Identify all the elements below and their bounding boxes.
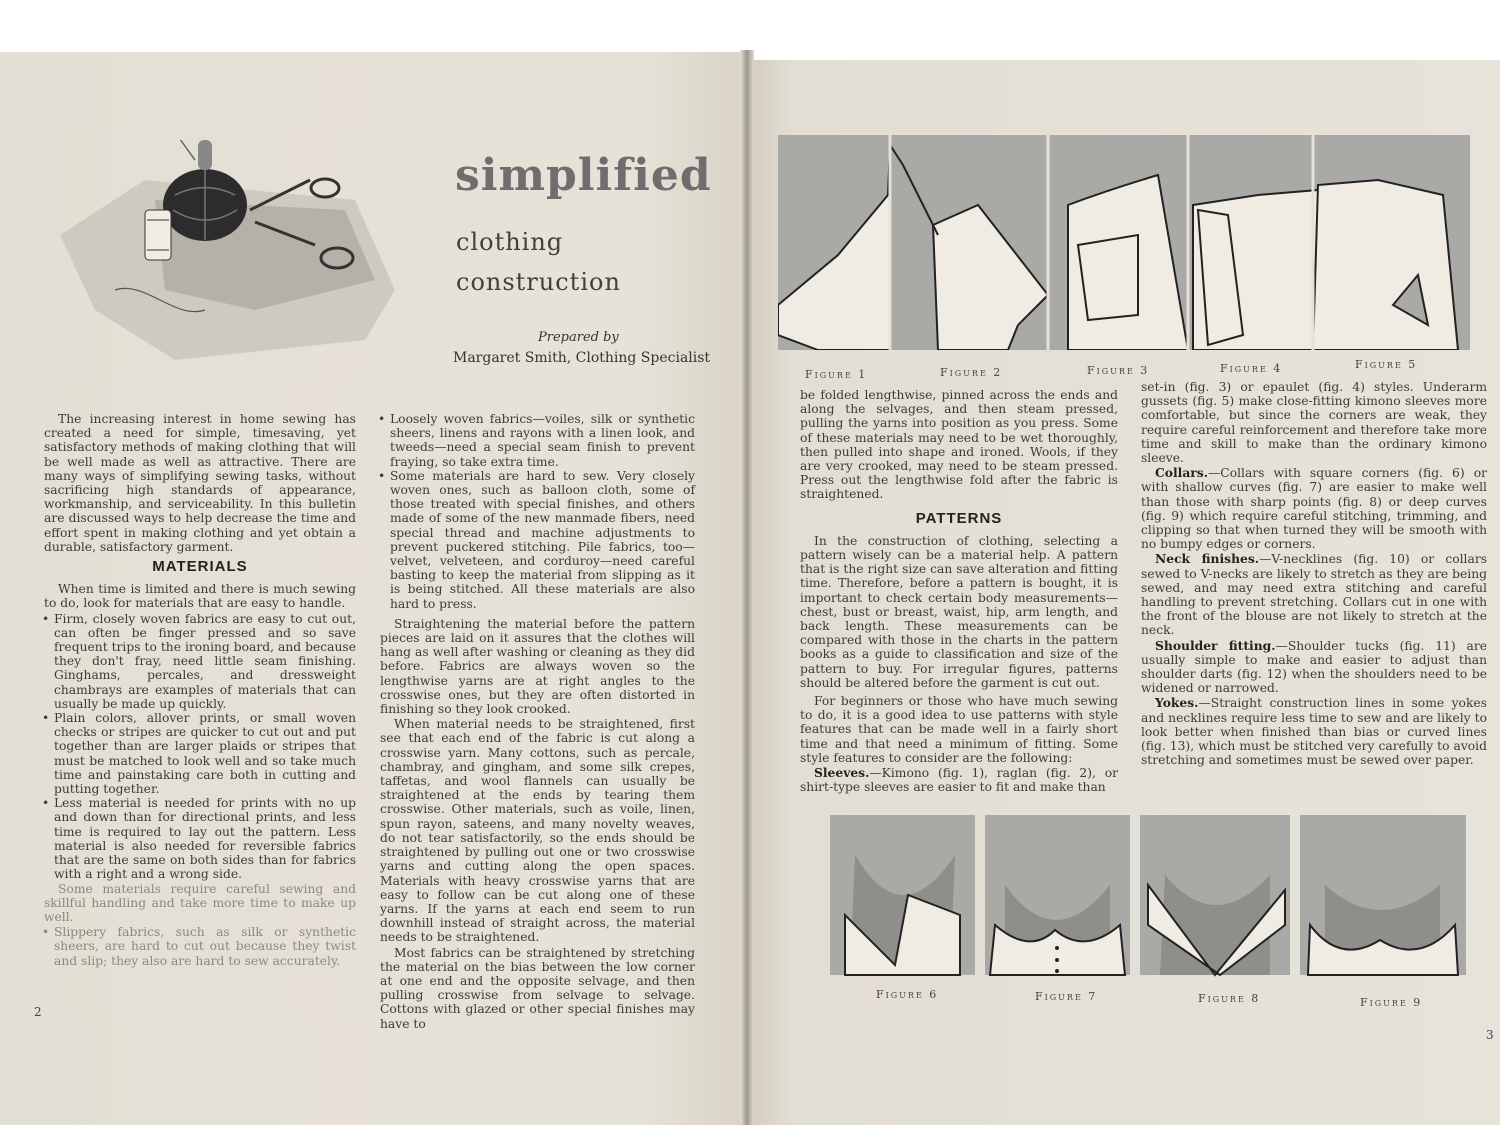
intro-paragraph: The increasing interest in home sewing has created a need for simple, timesaving, yet satisfactory methods of making clothing that will be well made as well as attractive. There are many ways of simplifying sewing tasks, without sacrificing high standards of appearance, workmanship, and serviceability. In this bulletin are discussed ways to help decrease the time and effort spent in making clothing and yet obtain a durable, satisfactory garment. — [44, 412, 356, 554]
figure-1-caption: Figure 1 — [805, 368, 868, 381]
materials-paragraph-2: Some materials require careful sewing and skillful handling and take more time to make up well. — [44, 881, 356, 924]
right-column-1 — [800, 388, 1118, 795]
sleeves-text: —Kimono (fig. 1), raglan (fig. 2), or shirt-type sleeves are easier to fit and make than — [800, 766, 1118, 795]
page-number-right: 3 — [1486, 1028, 1494, 1042]
page-number-left: 2 — [34, 1005, 42, 1019]
straightening-paragraph: When material needs to be straightened, first see that each end of the fabric is cut along a crosswise yarn. Many cottons, such as percale, chambray, and gingham, and some silk crepes, taffetas, and wool flannels can usually be straightened at the ends by tearing them crosswise. Other materials, such as voile, linen, spun rayon, sateens, and many novelty weaves, do not tear satisfactorily, so the ends should be straightened by pulling out one or two crosswise yarns and cutting along the open spaces. Materials with heavy crosswise yarns that are easy to follow can be cut along one of these yarns. If the yarns at each end seem to run downhill instead of straight across, the material needs to be straightened. — [380, 717, 695, 945]
sleeve-figures-illustration — [778, 135, 1470, 350]
straightening-paragraph: Most fabrics can be straightened by stretching the material on the bias between the low corner at one end and the opposite selvage, and then pulling crosswise from selvage to selvage. Cottons with glazed or other special finishes may have to — [380, 945, 695, 1031]
sewing-illustration-icon — [55, 140, 435, 370]
list-item: • Some materials are hard to sew. Very closely woven ones, such as balloon cloth, some of those treated with special finishes, and others made of some of the new manmade fibers, need special thread and machine adjustments to prevent puckered stitching. Pile fabrics, too—velvet, velveteen, and corduroy—need careful basting to keep the material from slipping as it is being stitched. All these materials are also hard to press. — [380, 469, 695, 611]
right-column-2 — [1141, 380, 1487, 768]
author-credit: Margaret Smith, Clothing Specialist — [453, 350, 711, 366]
figure-6-square-collar — [830, 815, 975, 975]
prepared-by-label: Prepared by — [538, 330, 619, 345]
bulletin-subtitle-line1: clothing — [456, 228, 564, 256]
list-item: • Loosely woven fabrics—voiles, silk or synthetic sheers, linens and rayons with a linen look, and tweeds—need a special seam finish to prevent fraying, so take extra time. — [380, 412, 695, 469]
figure-2-caption: Figure 2 — [940, 366, 1003, 379]
figure-8-caption: Figure 8 — [1198, 992, 1261, 1005]
patterns-paragraph: In the construction of clothing, selecting a pattern wisely can be a material help. A pattern that is the right size can save alteration and fitting time. Therefore, before a pattern is bought, it is important to check certain body measurements—chest, bust or breast, waist, hip, arm length, and back length. These measurements can be compared with those in the charts in the pattern books as a guide to classification and size of the pattern to buy. For irregular figures, patterns should be altered before the garment is cut out. — [800, 533, 1118, 690]
left-column-1 — [44, 412, 356, 968]
figure-5-gusset-sleeve — [1313, 180, 1458, 350]
figure-6-caption: Figure 6 — [876, 988, 939, 1001]
materials-intro: When time is limited and there is much sewing to do, look for materials that are easy to handle. — [44, 582, 356, 611]
neck-finishes-label: Neck finishes. — [1155, 551, 1260, 567]
collars-label: Collars. — [1155, 465, 1208, 481]
shoulder-fitting-text: —Shoulder tucks (fig. 11) are usually simple to make and easier to adjust than shoulder darts (fig. 12) when the shoulders need to be widened or narrowed. — [1141, 638, 1487, 696]
figure-7-caption: Figure 7 — [1035, 990, 1098, 1003]
figure-5-caption: Figure 5 — [1355, 358, 1418, 371]
sleeves-continued: set-in (fig. 3) or epaulet (fig. 4) styles. Underarm gussets (fig. 5) make close-fitting kimono sleeves more comfortable, but since the corners are weak, they require careful reinforcement and therefore take more time and skill to make than the ordinary kimono sleeve. — [1141, 380, 1487, 466]
neck-finishes-text: —V-necklines (fig. 10) or collars sewed to V-necks are likely to stretch as they are being sewed, and may need extra stitching and careful handling to prevent stretching. Collars cut in one with the front of the blouse are not likely to stretch at the neck. — [1141, 552, 1488, 638]
list-item: • Less material is needed for prints with no up and down than for directional prints, and less time is required to lay out the pattern. Less material is also needed for reversible fabrics that are the same on both sides than for fabrics with a right and a wrong side. — [44, 796, 356, 881]
bulletin-subtitle-line2: construction — [456, 268, 621, 296]
yokes-text: —Straight construction lines in some yokes and necklines require less time to sew and are likely to look better when finished than bias or curved lines (fig. 13), which must be stitched very carefully to avoid stretching and sometimes must be sewed over paper. — [1141, 696, 1487, 768]
sleeves-label: Sleeves. — [814, 765, 870, 781]
figure-3-caption: Figure 3 — [1087, 364, 1150, 377]
figure-4-epaulet-sleeve — [1193, 190, 1318, 350]
list-item: • Firm, closely woven fabrics are easy to cut out, can often be finger pressed and so save frequent trips to the ironing board, and because they don't fray, need little seam finishing. Ginghams, percales, and dressweight chambrays are examples of materials that can usually be made up quickly. — [44, 612, 356, 711]
bulletin-title: simplified — [455, 150, 712, 201]
figure-4-caption: Figure 4 — [1220, 362, 1283, 375]
figure-7-round-collar — [985, 815, 1130, 975]
left-column-2 — [380, 412, 695, 1032]
figure-9-caption: Figure 9 — [1360, 996, 1423, 1009]
list-item: • Plain colors, allover prints, or small woven checks or stripes are quicker to cut out and put together than are larger plaids or stripes that must be matched to look well and so take much time and painstaking care both in cutting and putting together. — [44, 711, 356, 796]
materials-heading: MATERIALS — [152, 558, 248, 576]
materials-list-continued — [380, 412, 695, 611]
shoulder-fitting-label: Shoulder fitting. — [1155, 637, 1276, 653]
straightening-continued: be folded lengthwise, pinned across the ends and along the selvages, and then steam pressed, pulling the yarns into position as you press. Some of these materials may need to be wet thoroughly, then pulled into shape and ironed. Wools, if they are very crooked, may need to be steam pressed. Press out the lengthwise fold after the fabric is straightened. — [800, 388, 1118, 502]
book-gutter — [740, 50, 754, 1125]
figure-9-curved-collar — [1300, 815, 1466, 975]
patterns-paragraph: For beginners or those who have much sewing to do, it is a good idea to use patterns with style features that can be made well in a fairly short time and that need a minimum of fitting. Some style features to consider are the following: — [800, 694, 1118, 765]
collar-figures-illustration — [830, 815, 1466, 980]
yokes-label: Yokes. — [1155, 695, 1199, 711]
list-item: • Slippery fabrics, such as silk or synthetic sheers, are hard to cut out because they twist and slip; they also are hard to sew accurately. — [44, 925, 356, 968]
collars-text: —Collars with square corners (fig. 6) or with shallow curves (fig. 7) are easier to make well than those with sharp points (fig. 8) or deep curves (fig. 9) which require careful stitching, trimming, and clipping so that when turned they will be smooth with no bumpy edges or corners. — [1141, 466, 1487, 552]
figure-8-pointed-collar — [1140, 815, 1290, 975]
materials-list-2 — [44, 925, 356, 968]
patterns-heading: PATTERNS — [915, 509, 1003, 527]
materials-list — [44, 612, 356, 882]
straightening-paragraph: Straightening the material before the pattern pieces are laid on it assures that the clothes will hang as well after washing or cleaning as they did before. Fabrics are always woven so the lengthwise yarns are at right angles to the crosswise ones, but they are often distorted in finishing so they look crooked. — [380, 616, 695, 717]
